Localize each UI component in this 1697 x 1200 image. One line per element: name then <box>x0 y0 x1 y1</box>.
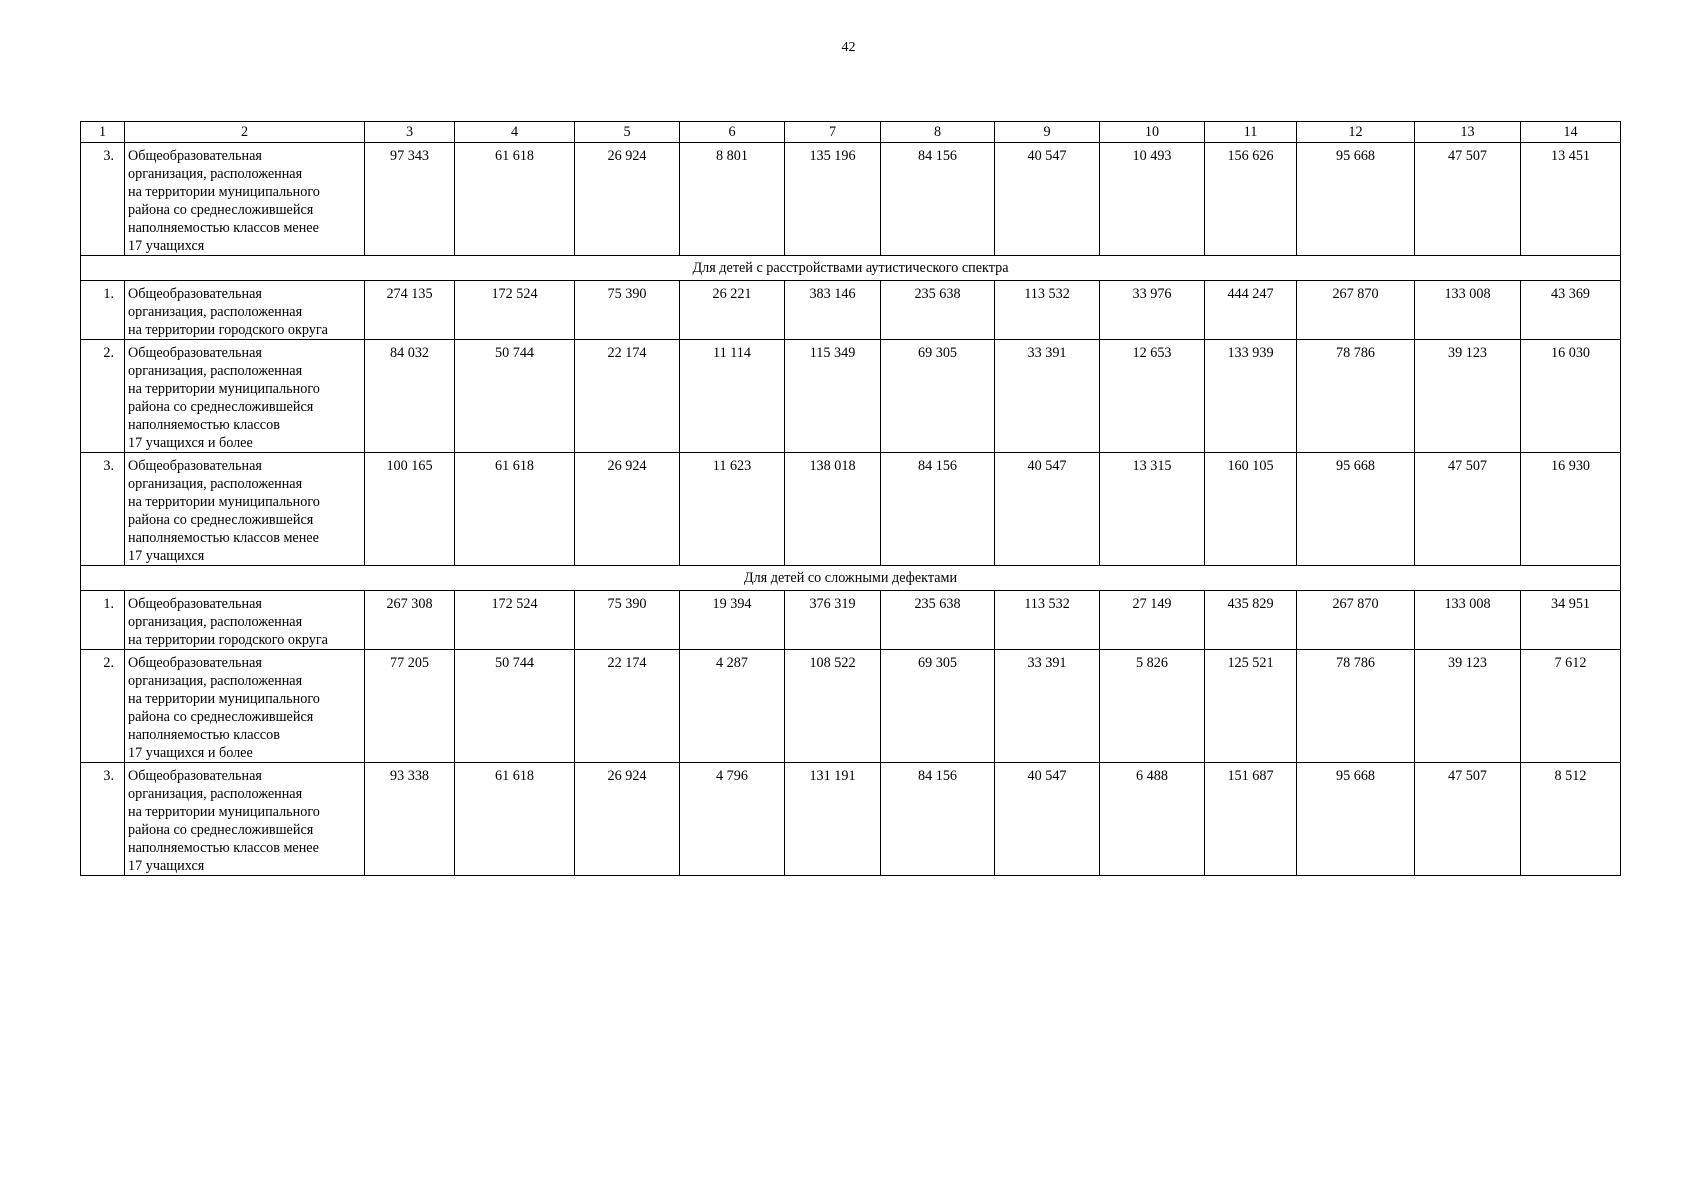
organization-name-line: наполняемостью классов <box>128 417 280 433</box>
value-cell-col-5: 75 390 <box>575 281 680 340</box>
value-cell-col-8: 235 638 <box>881 591 995 650</box>
value-cell-col-9: 113 532 <box>995 591 1100 650</box>
value-cell-col-10: 10 493 <box>1100 143 1205 256</box>
section-heading-row <box>81 256 1621 281</box>
value-cell-col-10: 5 826 <box>1100 650 1205 763</box>
value-cell-col-9: 40 547 <box>995 453 1100 566</box>
value-cell-col-11: 151 687 <box>1205 763 1297 876</box>
organization-name-line: района со среднесложившейся <box>128 822 314 838</box>
organization-name-cell <box>125 763 365 876</box>
section-heading-row <box>81 566 1621 591</box>
organization-name-line: на территории муниципального <box>128 381 320 397</box>
value-cell-col-9: 40 547 <box>995 763 1100 876</box>
table-row <box>81 650 1621 763</box>
value-cell-col-10: 13 315 <box>1100 453 1205 566</box>
value-cell-col-8: 69 305 <box>881 650 995 763</box>
value-cell-col-13: 47 507 <box>1415 143 1521 256</box>
column-number: 13 <box>1415 122 1521 143</box>
organization-name-line: наполняемостью классов <box>128 727 280 743</box>
row-number: 3. <box>81 143 125 256</box>
value-cell-col-14: 7 612 <box>1521 650 1621 763</box>
value-cell-col-4: 50 744 <box>455 340 575 453</box>
value-cell-col-9: 113 532 <box>995 281 1100 340</box>
value-cell-col-8: 69 305 <box>881 340 995 453</box>
value-cell-col-5: 26 924 <box>575 453 680 566</box>
value-cell-col-11: 160 105 <box>1205 453 1297 566</box>
section-title: Для детей с расстройствами аутистического спектра <box>81 256 1621 281</box>
organization-name-line: на территории муниципального <box>128 494 320 510</box>
value-cell-col-8: 84 156 <box>881 763 995 876</box>
organization-name-cell <box>125 340 365 453</box>
column-number: 3 <box>365 122 455 143</box>
organization-name-line: организация, расположенная <box>128 304 303 320</box>
value-cell-col-14: 16 930 <box>1521 453 1621 566</box>
organization-name-line: района со среднесложившейся <box>128 709 314 725</box>
value-cell-col-7: 383 146 <box>785 281 881 340</box>
value-cell-col-6: 11 114 <box>680 340 785 453</box>
organization-name-line: 17 учащихся и более <box>128 745 253 761</box>
value-cell-col-8: 84 156 <box>881 453 995 566</box>
organization-name-line: организация, расположенная <box>128 673 303 689</box>
table-row <box>81 763 1621 876</box>
organization-name-line: организация, расположенная <box>128 614 303 630</box>
value-cell-col-12: 78 786 <box>1297 340 1415 453</box>
column-number: 14 <box>1521 122 1621 143</box>
column-number: 10 <box>1100 122 1205 143</box>
value-cell-col-6: 4 796 <box>680 763 785 876</box>
organization-name-line: организация, расположенная <box>128 166 303 182</box>
value-cell-col-3: 77 205 <box>365 650 455 763</box>
value-cell-col-12: 95 668 <box>1297 763 1415 876</box>
value-cell-col-3: 97 343 <box>365 143 455 256</box>
organization-name-line: Общеобразовательная <box>128 345 262 361</box>
organization-name-line: района со среднесложившейся <box>128 202 314 218</box>
value-cell-col-6: 11 623 <box>680 453 785 566</box>
organization-name-line: района со среднесложившейся <box>128 399 314 415</box>
value-cell-col-11: 133 939 <box>1205 340 1297 453</box>
organization-name-cell <box>125 281 365 340</box>
value-cell-col-7: 138 018 <box>785 453 881 566</box>
organization-name-line: на территории городского округа <box>128 322 328 338</box>
column-number: 1 <box>81 122 125 143</box>
organization-name-line: на территории муниципального <box>128 804 320 820</box>
table-row <box>81 453 1621 566</box>
value-cell-col-13: 133 008 <box>1415 281 1521 340</box>
organization-name-line: Общеобразовательная <box>128 596 262 612</box>
value-cell-col-12: 267 870 <box>1297 591 1415 650</box>
organization-name-line: Общеобразовательная <box>128 286 262 302</box>
column-number: 2 <box>125 122 365 143</box>
organization-name-line: наполняемостью классов менее <box>128 220 319 236</box>
value-cell-col-6: 26 221 <box>680 281 785 340</box>
value-cell-col-12: 95 668 <box>1297 453 1415 566</box>
value-cell-col-14: 8 512 <box>1521 763 1621 876</box>
value-cell-col-4: 172 524 <box>455 591 575 650</box>
value-cell-col-5: 22 174 <box>575 340 680 453</box>
value-cell-col-5: 75 390 <box>575 591 680 650</box>
organization-name-line: 17 учащихся и более <box>128 435 253 451</box>
value-cell-col-9: 33 391 <box>995 650 1100 763</box>
value-cell-col-11: 444 247 <box>1205 281 1297 340</box>
value-cell-col-11: 125 521 <box>1205 650 1297 763</box>
value-cell-col-7: 108 522 <box>785 650 881 763</box>
organization-name-line: Общеобразовательная <box>128 768 262 784</box>
value-cell-col-3: 93 338 <box>365 763 455 876</box>
value-cell-col-6: 19 394 <box>680 591 785 650</box>
organization-name-line: Общеобразовательная <box>128 148 262 164</box>
column-number: 4 <box>455 122 575 143</box>
column-number: 9 <box>995 122 1100 143</box>
value-cell-col-12: 95 668 <box>1297 143 1415 256</box>
value-cell-col-7: 115 349 <box>785 340 881 453</box>
value-cell-col-7: 131 191 <box>785 763 881 876</box>
value-cell-col-9: 33 391 <box>995 340 1100 453</box>
value-cell-col-10: 27 149 <box>1100 591 1205 650</box>
organization-name-cell <box>125 143 365 256</box>
organization-name-line: на территории муниципального <box>128 691 320 707</box>
row-number: 1. <box>81 281 125 340</box>
value-cell-col-10: 6 488 <box>1100 763 1205 876</box>
value-cell-col-5: 22 174 <box>575 650 680 763</box>
value-cell-col-6: 8 801 <box>680 143 785 256</box>
value-cell-col-3: 267 308 <box>365 591 455 650</box>
value-cell-col-9: 40 547 <box>995 143 1100 256</box>
value-cell-col-7: 376 319 <box>785 591 881 650</box>
value-cell-col-10: 33 976 <box>1100 281 1205 340</box>
value-cell-col-11: 435 829 <box>1205 591 1297 650</box>
column-number: 11 <box>1205 122 1297 143</box>
organization-name-cell <box>125 453 365 566</box>
value-cell-col-8: 84 156 <box>881 143 995 256</box>
value-cell-col-4: 61 618 <box>455 453 575 566</box>
organization-name-line: организация, расположенная <box>128 786 303 802</box>
value-cell-col-12: 267 870 <box>1297 281 1415 340</box>
row-number: 1. <box>81 591 125 650</box>
value-cell-col-13: 47 507 <box>1415 453 1521 566</box>
value-cell-col-4: 61 618 <box>455 763 575 876</box>
value-cell-col-14: 13 451 <box>1521 143 1621 256</box>
value-cell-col-14: 43 369 <box>1521 281 1621 340</box>
organization-name-line: на территории муниципального <box>128 184 320 200</box>
section-title: Для детей со сложными дефектами <box>81 566 1621 591</box>
organization-name-line: организация, расположенная <box>128 476 303 492</box>
value-cell-col-13: 133 008 <box>1415 591 1521 650</box>
value-cell-col-8: 235 638 <box>881 281 995 340</box>
value-cell-col-14: 34 951 <box>1521 591 1621 650</box>
value-cell-col-3: 274 135 <box>365 281 455 340</box>
table-row <box>81 591 1621 650</box>
value-cell-col-4: 172 524 <box>455 281 575 340</box>
row-number: 2. <box>81 340 125 453</box>
column-number: 8 <box>881 122 995 143</box>
value-cell-col-4: 50 744 <box>455 650 575 763</box>
value-cell-col-13: 39 123 <box>1415 650 1521 763</box>
organization-name-line: 17 учащихся <box>128 238 205 254</box>
value-cell-col-13: 39 123 <box>1415 340 1521 453</box>
organization-name-line: Общеобразовательная <box>128 458 262 474</box>
value-cell-col-6: 4 287 <box>680 650 785 763</box>
row-number: 2. <box>81 650 125 763</box>
value-cell-col-14: 16 030 <box>1521 340 1621 453</box>
table-row <box>81 340 1621 453</box>
column-number: 6 <box>680 122 785 143</box>
column-numbers-row <box>81 122 1621 143</box>
organization-name-line: наполняемостью классов менее <box>128 840 319 856</box>
organization-name-line: на территории городского округа <box>128 632 328 648</box>
organization-name-line: наполняемостью классов менее <box>128 530 319 546</box>
row-number: 3. <box>81 763 125 876</box>
organization-name-cell <box>125 650 365 763</box>
page-number: 42 <box>841 40 856 55</box>
organization-name-line: 17 учащихся <box>128 858 205 874</box>
table-body <box>81 122 1621 876</box>
organization-name-line: района со среднесложившейся <box>128 512 314 528</box>
value-cell-col-11: 156 626 <box>1205 143 1297 256</box>
value-cell-col-4: 61 618 <box>455 143 575 256</box>
column-number: 5 <box>575 122 680 143</box>
value-cell-col-5: 26 924 <box>575 763 680 876</box>
value-cell-col-5: 26 924 <box>575 143 680 256</box>
value-cell-col-13: 47 507 <box>1415 763 1521 876</box>
organization-name-cell <box>125 591 365 650</box>
organization-name-line: Общеобразовательная <box>128 655 262 671</box>
organization-name-line: организация, расположенная <box>128 363 303 379</box>
value-cell-col-7: 135 196 <box>785 143 881 256</box>
row-number: 3. <box>81 453 125 566</box>
value-cell-col-10: 12 653 <box>1100 340 1205 453</box>
cost-table <box>80 121 1621 876</box>
column-number: 12 <box>1297 122 1415 143</box>
table-row <box>81 281 1621 340</box>
value-cell-col-3: 84 032 <box>365 340 455 453</box>
value-cell-col-3: 100 165 <box>365 453 455 566</box>
value-cell-col-12: 78 786 <box>1297 650 1415 763</box>
organization-name-line: 17 учащихся <box>128 548 205 564</box>
column-number: 7 <box>785 122 881 143</box>
table-row <box>81 143 1621 256</box>
